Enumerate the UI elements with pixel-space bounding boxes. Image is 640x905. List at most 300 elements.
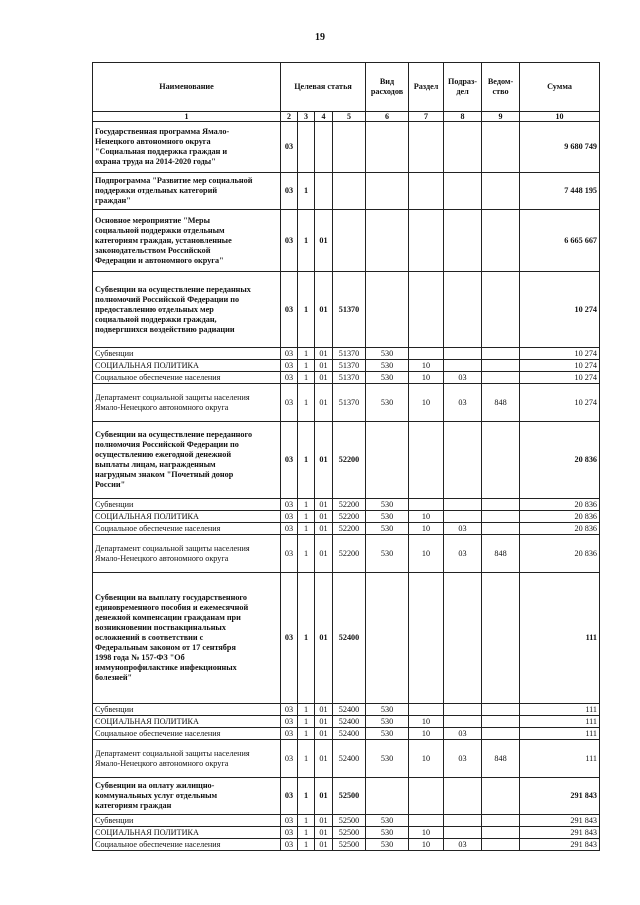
cell-name-line: Субвенции	[95, 815, 134, 825]
cell-expense-type: 530	[366, 815, 409, 827]
column-number: 10	[520, 112, 600, 122]
cell-main-activity: 01	[315, 511, 333, 523]
cell-name	[93, 384, 281, 422]
table-row	[93, 523, 600, 535]
table-row	[93, 827, 600, 839]
cell-subprogram: 1	[298, 348, 315, 360]
cell-section	[409, 272, 444, 348]
cell-main-activity: 01	[315, 523, 333, 535]
cell-program: 03	[281, 573, 298, 704]
cell-name-line: категориям граждан	[95, 801, 172, 810]
cell-name-line: Департамент социальной защиты населения	[95, 748, 250, 758]
cell-program: 03	[281, 173, 298, 210]
cell-subprogram: 1	[298, 360, 315, 372]
table-body	[93, 122, 600, 851]
cell-amount: 111	[520, 728, 600, 740]
cell-subsection	[444, 827, 482, 839]
cell-subsection: 03	[444, 535, 482, 573]
cell-name	[93, 523, 281, 535]
cell-direction: 52500	[333, 827, 366, 839]
cell-subprogram: 1	[298, 573, 315, 704]
cell-program: 03	[281, 827, 298, 839]
cell-amount: 20 836	[520, 535, 600, 573]
cell-name-line: Федерации и автономного округа"	[95, 255, 224, 265]
cell-name-line: "Социальная поддержка граждан и	[95, 147, 228, 156]
cell-amount: 10 274	[520, 272, 600, 348]
cell-department	[482, 173, 520, 210]
cell-name	[93, 778, 281, 815]
cell-program: 03	[281, 728, 298, 740]
cell-subprogram: 1	[298, 422, 315, 499]
cell-program: 03	[281, 210, 298, 272]
cell-expense-type: 530	[366, 360, 409, 372]
cell-program: 03	[281, 360, 298, 372]
cell-subsection: 03	[444, 740, 482, 778]
cell-program: 03	[281, 511, 298, 523]
cell-name-line: СОЦИАЛЬНАЯ ПОЛИТИКА	[95, 716, 199, 726]
cell-name	[93, 815, 281, 827]
cell-amount: 20 836	[520, 422, 600, 499]
cell-name-line: Социальное обеспечение населения	[95, 372, 221, 382]
cell-main-activity: 01	[315, 815, 333, 827]
cell-name	[93, 499, 281, 511]
cell-main-activity: 01	[315, 384, 333, 422]
column-number-row	[93, 112, 600, 122]
table-row	[93, 422, 600, 499]
cell-subsection: 03	[444, 523, 482, 535]
header-row	[93, 63, 600, 112]
cell-subsection	[444, 815, 482, 827]
column-number: 6	[366, 112, 409, 122]
cell-direction: 52400	[333, 716, 366, 728]
cell-section: 10	[409, 535, 444, 573]
cell-section	[409, 348, 444, 360]
header-name: Наименование	[93, 63, 281, 112]
cell-subprogram: 1	[298, 704, 315, 716]
cell-name-line: денежной компенсации гражданам при	[95, 613, 241, 622]
cell-expense-type	[366, 778, 409, 815]
cell-program: 03	[281, 372, 298, 384]
cell-name-line: Субвенции на осуществление переданного	[95, 430, 253, 439]
cell-section	[409, 815, 444, 827]
cell-direction: 51370	[333, 272, 366, 348]
cell-department	[482, 210, 520, 272]
cell-name-line: поддержки отдельных категорий	[95, 186, 218, 195]
cell-name-line: выплаты лицам, награжденным	[95, 460, 216, 469]
cell-expense-type: 530	[366, 511, 409, 523]
column-number: 8	[444, 112, 482, 122]
cell-expense-type	[366, 272, 409, 348]
cell-subsection	[444, 210, 482, 272]
cell-subprogram: 1	[298, 384, 315, 422]
table-row	[93, 272, 600, 348]
cell-main-activity: 01	[315, 704, 333, 716]
cell-expense-type: 530	[366, 827, 409, 839]
cell-name-line: полномочия Российской Федерации по	[95, 440, 239, 449]
cell-department	[482, 827, 520, 839]
cell-section	[409, 173, 444, 210]
cell-program: 03	[281, 384, 298, 422]
cell-name-line: категориям граждан, установленные	[95, 235, 232, 245]
cell-amount: 20 836	[520, 499, 600, 511]
table-row	[93, 704, 600, 716]
cell-subsection	[444, 360, 482, 372]
cell-name-line: Департамент социальной защиты населения	[95, 392, 250, 402]
table-row	[93, 716, 600, 728]
cell-department	[482, 839, 520, 851]
cell-name-line: охрана труда на 2014-2020 годы"	[95, 157, 216, 166]
cell-name-line: иммунопрофилактике инфекционных	[95, 663, 237, 672]
cell-direction: 52200	[333, 499, 366, 511]
column-number: 9	[482, 112, 520, 122]
cell-direction: 52400	[333, 728, 366, 740]
cell-name-line: Ямало-Ненецкого автономного округа	[95, 758, 229, 768]
budget-table	[92, 62, 600, 851]
cell-direction: 52400	[333, 740, 366, 778]
cell-name-line: коммунальных услуг отдельным	[95, 791, 218, 800]
cell-name-line: социальной поддержки отдельным	[95, 225, 225, 235]
cell-subprogram: 1	[298, 499, 315, 511]
table-row	[93, 740, 600, 778]
cell-subprogram: 1	[298, 523, 315, 535]
cell-section: 10	[409, 523, 444, 535]
cell-direction	[333, 210, 366, 272]
cell-subprogram: 1	[298, 827, 315, 839]
cell-main-activity: 01	[315, 272, 333, 348]
cell-direction: 52200	[333, 422, 366, 499]
cell-main-activity: 01	[315, 827, 333, 839]
cell-name	[93, 740, 281, 778]
table-row	[93, 535, 600, 573]
cell-section: 10	[409, 740, 444, 778]
cell-expense-type	[366, 173, 409, 210]
cell-direction: 52500	[333, 778, 366, 815]
cell-name	[93, 573, 281, 704]
cell-main-activity	[315, 173, 333, 210]
cell-amount: 10 274	[520, 360, 600, 372]
cell-subsection	[444, 499, 482, 511]
cell-subsection: 03	[444, 372, 482, 384]
cell-name-line: Субвенции	[95, 704, 134, 714]
table-row	[93, 778, 600, 815]
cell-name-line: Ямало-Ненецкого автономного округа	[95, 553, 229, 563]
cell-direction: 51370	[333, 360, 366, 372]
cell-subprogram: 1	[298, 272, 315, 348]
cell-name-line: единовременного пособия и ежемесячной	[95, 603, 249, 612]
cell-subprogram: 1	[298, 173, 315, 210]
cell-subsection	[444, 716, 482, 728]
cell-amount: 6 665 667	[520, 210, 600, 272]
cell-amount: 111	[520, 573, 600, 704]
cell-name-line: СОЦИАЛЬНАЯ ПОЛИТИКА	[95, 511, 199, 521]
cell-direction: 52500	[333, 815, 366, 827]
cell-name-line: Социальное обеспечение населения	[95, 728, 221, 738]
cell-name-line: Департамент социальной защиты населения	[95, 543, 250, 553]
cell-name-line: возникновении поствакцинальных	[95, 623, 226, 632]
cell-subsection	[444, 778, 482, 815]
cell-name	[93, 422, 281, 499]
cell-department	[482, 422, 520, 499]
cell-name-line: Ненецкого автономного округа	[95, 137, 211, 146]
cell-main-activity: 01	[315, 573, 333, 704]
cell-name-line: Субвенции на выплату государственного	[95, 593, 248, 602]
column-number: 3	[298, 112, 315, 122]
cell-direction: 51370	[333, 384, 366, 422]
cell-section: 10	[409, 372, 444, 384]
cell-direction: 52400	[333, 704, 366, 716]
cell-name-line: России"	[95, 480, 126, 489]
cell-expense-type: 530	[366, 704, 409, 716]
cell-name-line: Федеральным законом от 17 сентября	[95, 643, 236, 652]
table-row	[93, 372, 600, 384]
cell-subsection	[444, 272, 482, 348]
cell-amount: 10 274	[520, 384, 600, 422]
cell-name-line: СОЦИАЛЬНАЯ ПОЛИТИКА	[95, 827, 199, 837]
cell-section: 10	[409, 827, 444, 839]
cell-main-activity: 01	[315, 360, 333, 372]
cell-section	[409, 210, 444, 272]
cell-amount: 20 836	[520, 523, 600, 535]
table-row	[93, 122, 600, 173]
cell-subsection: 03	[444, 839, 482, 851]
cell-section: 10	[409, 384, 444, 422]
cell-name-line: Субвенции на осуществление переданных	[95, 284, 251, 294]
cell-department: 848	[482, 535, 520, 573]
cell-name	[93, 827, 281, 839]
cell-name-line: Субвенции	[95, 348, 134, 358]
cell-direction: 52200	[333, 535, 366, 573]
cell-amount: 111	[520, 704, 600, 716]
cell-section: 10	[409, 728, 444, 740]
cell-department: 848	[482, 384, 520, 422]
cell-subprogram: 1	[298, 839, 315, 851]
cell-expense-type: 530	[366, 839, 409, 851]
cell-amount: 291 843	[520, 778, 600, 815]
cell-program: 03	[281, 122, 298, 173]
cell-department	[482, 348, 520, 360]
cell-main-activity: 01	[315, 210, 333, 272]
cell-name-line: подвергшихся воздействию радиации	[95, 324, 235, 334]
table-row	[93, 384, 600, 422]
cell-section: 10	[409, 716, 444, 728]
table-row	[93, 173, 600, 210]
cell-name-line: полномочий Российской Федерации по	[95, 294, 240, 304]
cell-amount: 10 274	[520, 348, 600, 360]
cell-name-line: СОЦИАЛЬНАЯ ПОЛИТИКА	[95, 360, 199, 370]
cell-name-line: Социальное обеспечение населения	[95, 839, 221, 849]
cell-name-line: Основное мероприятие "Меры	[95, 215, 210, 225]
cell-direction: 51370	[333, 372, 366, 384]
cell-section	[409, 704, 444, 716]
cell-subsection: 03	[444, 384, 482, 422]
cell-name-line: Социальное обеспечение населения	[95, 523, 221, 533]
cell-expense-type	[366, 122, 409, 173]
cell-subsection	[444, 173, 482, 210]
page-number: 19	[315, 32, 325, 43]
cell-subprogram	[298, 122, 315, 173]
cell-program: 03	[281, 778, 298, 815]
cell-expense-type: 530	[366, 348, 409, 360]
cell-program: 03	[281, 716, 298, 728]
cell-main-activity: 01	[315, 535, 333, 573]
cell-program: 03	[281, 740, 298, 778]
header-department: Ведом- ство	[482, 63, 520, 112]
cell-name-line: Государственная программа Ямало-	[95, 127, 230, 136]
table-row	[93, 511, 600, 523]
cell-main-activity: 01	[315, 740, 333, 778]
cell-section: 10	[409, 839, 444, 851]
cell-amount: 291 843	[520, 839, 600, 851]
cell-direction: 52500	[333, 839, 366, 851]
cell-department	[482, 716, 520, 728]
cell-name-line: законодательством Российской	[95, 245, 211, 255]
cell-program: 03	[281, 815, 298, 827]
cell-department: 848	[482, 740, 520, 778]
cell-main-activity: 01	[315, 372, 333, 384]
cell-expense-type: 530	[366, 716, 409, 728]
cell-program: 03	[281, 272, 298, 348]
cell-amount: 20 836	[520, 511, 600, 523]
cell-subprogram: 1	[298, 728, 315, 740]
cell-name	[93, 348, 281, 360]
cell-subprogram: 1	[298, 740, 315, 778]
cell-subsection	[444, 704, 482, 716]
cell-name-line: осуществлению ежегодной денежной	[95, 450, 232, 459]
cell-program: 03	[281, 348, 298, 360]
cell-department	[482, 511, 520, 523]
cell-expense-type: 530	[366, 499, 409, 511]
header-section: Раздел	[409, 63, 444, 112]
cell-direction: 52400	[333, 573, 366, 704]
cell-expense-type: 530	[366, 740, 409, 778]
cell-subsection	[444, 122, 482, 173]
cell-subprogram: 1	[298, 210, 315, 272]
cell-direction: 52200	[333, 523, 366, 535]
cell-expense-type	[366, 573, 409, 704]
cell-subprogram: 1	[298, 372, 315, 384]
cell-program: 03	[281, 499, 298, 511]
table-row	[93, 348, 600, 360]
cell-main-activity: 01	[315, 422, 333, 499]
cell-name	[93, 535, 281, 573]
column-number: 7	[409, 112, 444, 122]
cell-name	[93, 728, 281, 740]
table-row	[93, 210, 600, 272]
cell-amount: 111	[520, 740, 600, 778]
cell-amount: 291 843	[520, 815, 600, 827]
cell-amount: 9 680 749	[520, 122, 600, 173]
cell-subsection	[444, 422, 482, 499]
cell-main-activity: 01	[315, 499, 333, 511]
cell-name	[93, 839, 281, 851]
cell-name	[93, 272, 281, 348]
cell-name-line: нагрудным знаком "Почетный донор	[95, 470, 234, 479]
cell-name-line: Подпрограмма "Развитие мер социальной	[95, 176, 253, 185]
cell-name	[93, 173, 281, 210]
cell-section	[409, 573, 444, 704]
header-subsection: Подраз- дел	[444, 63, 482, 112]
cell-direction	[333, 173, 366, 210]
header-expense-type: Вид расходов	[366, 63, 409, 112]
cell-name-line: граждан"	[95, 196, 131, 205]
cell-main-activity: 01	[315, 348, 333, 360]
cell-expense-type	[366, 422, 409, 499]
cell-expense-type	[366, 210, 409, 272]
cell-name	[93, 210, 281, 272]
cell-department	[482, 523, 520, 535]
cell-name	[93, 511, 281, 523]
cell-name	[93, 704, 281, 716]
cell-name-line: Субвенции на оплату жилищно-	[95, 781, 215, 790]
cell-program: 03	[281, 535, 298, 573]
cell-department	[482, 728, 520, 740]
cell-name-line: 1998 года № 157-ФЗ "Об	[95, 653, 185, 662]
cell-department	[482, 704, 520, 716]
cell-subsection	[444, 348, 482, 360]
table-row	[93, 815, 600, 827]
cell-name	[93, 372, 281, 384]
cell-name-line: предоставлению отдельных мер	[95, 304, 214, 314]
cell-expense-type: 530	[366, 384, 409, 422]
cell-subsection	[444, 573, 482, 704]
table-row	[93, 839, 600, 851]
cell-amount: 7 448 195	[520, 173, 600, 210]
cell-department	[482, 272, 520, 348]
cell-department	[482, 499, 520, 511]
cell-department	[482, 815, 520, 827]
cell-department	[482, 573, 520, 704]
cell-department	[482, 778, 520, 815]
table-row	[93, 728, 600, 740]
cell-main-activity: 01	[315, 716, 333, 728]
cell-subprogram: 1	[298, 716, 315, 728]
cell-name-line: болезней"	[95, 673, 133, 682]
table-row	[93, 499, 600, 511]
cell-subprogram: 1	[298, 778, 315, 815]
cell-subsection: 03	[444, 728, 482, 740]
cell-section: 10	[409, 511, 444, 523]
cell-name	[93, 716, 281, 728]
cell-name-line: Ямало-Ненецкого автономного округа	[95, 402, 229, 412]
cell-name-line: осложнений в соответствии с	[95, 633, 204, 642]
cell-name	[93, 360, 281, 372]
cell-department	[482, 360, 520, 372]
header-target-article: Целевая статья	[281, 63, 366, 112]
cell-main-activity: 01	[315, 728, 333, 740]
cell-direction	[333, 122, 366, 173]
cell-program: 03	[281, 839, 298, 851]
column-number: 1	[93, 112, 281, 122]
cell-section	[409, 422, 444, 499]
cell-main-activity	[315, 122, 333, 173]
cell-amount: 291 843	[520, 827, 600, 839]
column-number: 2	[281, 112, 298, 122]
cell-main-activity: 01	[315, 839, 333, 851]
cell-amount: 10 274	[520, 372, 600, 384]
cell-program: 03	[281, 704, 298, 716]
table-row	[93, 573, 600, 704]
column-number: 5	[333, 112, 366, 122]
cell-direction: 51370	[333, 348, 366, 360]
cell-subprogram: 1	[298, 511, 315, 523]
cell-name-line: социальной поддержки граждан,	[95, 314, 217, 324]
cell-program: 03	[281, 422, 298, 499]
cell-name-line: Субвенции	[95, 499, 134, 509]
cell-expense-type: 530	[366, 372, 409, 384]
cell-subprogram: 1	[298, 815, 315, 827]
cell-department	[482, 372, 520, 384]
cell-expense-type: 530	[366, 523, 409, 535]
